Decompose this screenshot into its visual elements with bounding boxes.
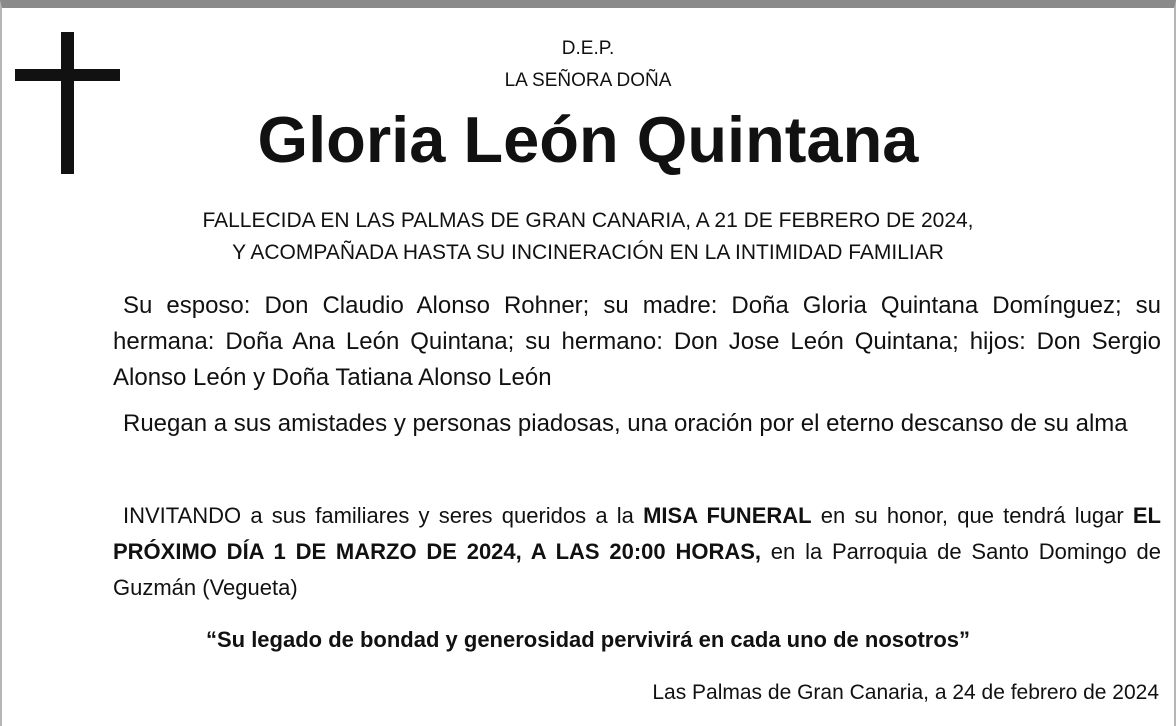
prayer-text: Ruegan a sus amistades y personas piadosas, una oración por el eterno descanso de su alma (123, 410, 1128, 437)
family-text: Su esposo: Don Claudio Alonso Rohner; su madre: Doña Gloria Quintana Domínguez; su hermana: Doña Ana León Quintana; su hermano: Don Jose León Quintana; hijos: Don Sergio Alonso León y Doña Tatiana Alonso León (113, 292, 1161, 391)
deceased-name: Gloria León Quintana (257, 103, 919, 176)
invitation-part-2: en su honor, que tendrá lugar (811, 503, 1133, 528)
memorial-quote: “Su legado de bondad y generosidad pervivirá en cada uno de nosotros” (205, 627, 971, 652)
death-announcement (0, 205, 1176, 269)
death-announcement-line-2: Y ACOMPAÑADA HASTA SU INCINERACIÓN EN LA INTIMIDAD FAMILIAR (232, 241, 944, 264)
invitation-paragraph (113, 498, 1161, 606)
place-date-signature: Las Palmas de Gran Canaria, a 24 de febrero de 2024 (652, 681, 1159, 704)
dep-text: D.E.P. (561, 38, 615, 59)
prayer-paragraph (113, 406, 1161, 442)
invitation-date-time: EL PRÓXIMO DÍA 1 DE MARZO DE 2024, A LAS 20:00 HORAS, (113, 503, 1161, 564)
invitation-part-3: en la Parroquia de Santo Domingo de Guzmán (Vegueta) (113, 539, 1161, 600)
death-announcement-line-1: FALLECIDA EN LAS PALMAS DE GRAN CANARIA, A 21 DE FEBRERO DE 2024, (202, 209, 974, 232)
invitation-part-1: INVITANDO a sus familiares y seres queridos a la (123, 503, 644, 528)
family-paragraph (113, 288, 1161, 396)
honorific-text: LA SEÑORA DOÑA (504, 70, 672, 91)
invitation-mass-label: MISA FUNERAL (643, 503, 812, 528)
